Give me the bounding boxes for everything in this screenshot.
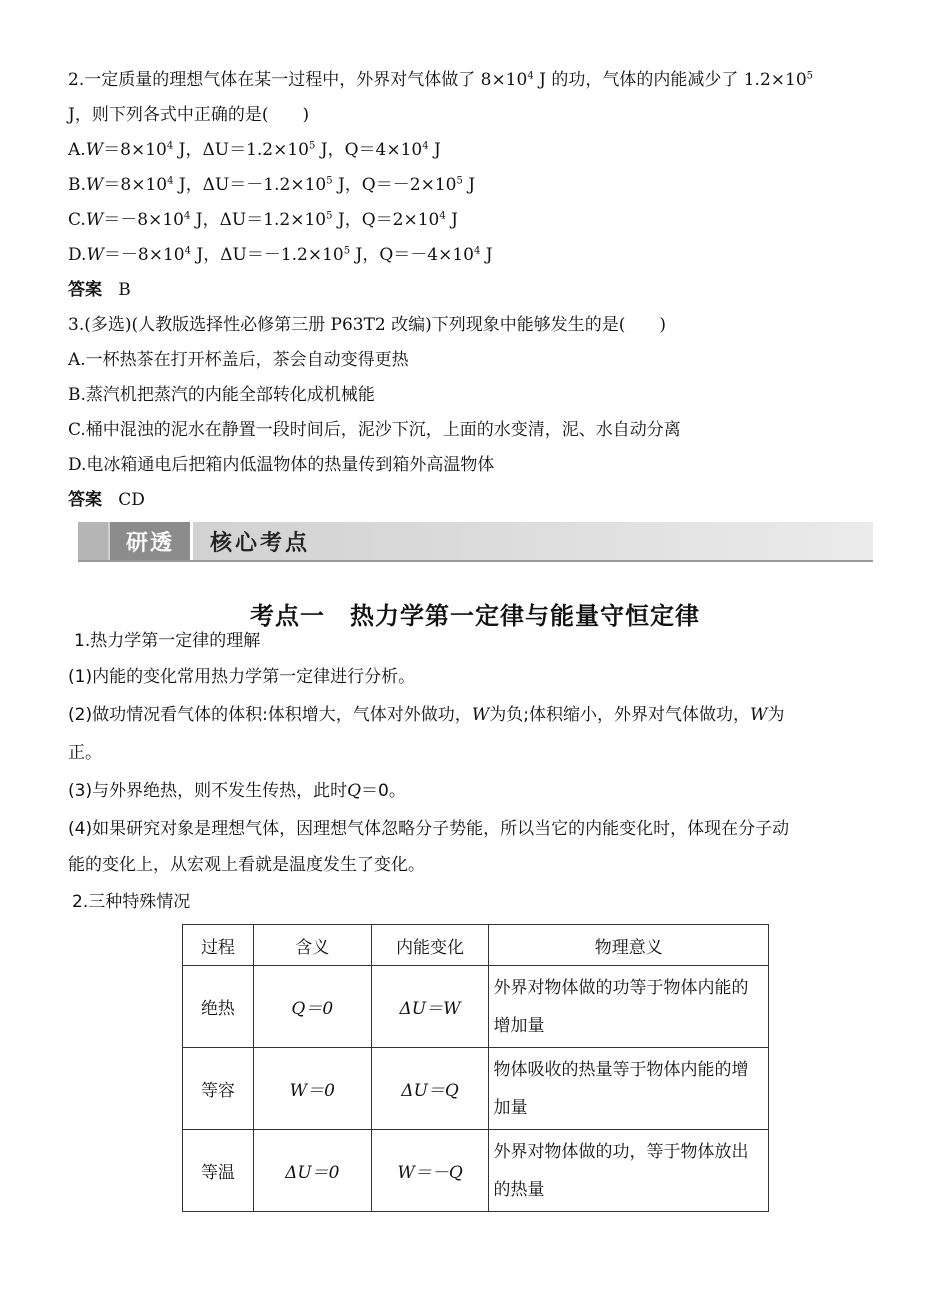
exponent: 4 [184, 210, 191, 222]
var-u: J，ΔU [173, 175, 230, 195]
answer-value: B [118, 280, 131, 300]
var-q: Q [347, 781, 362, 801]
unit: J [428, 140, 441, 160]
subheading-2: 2.三种特殊情况 [72, 892, 191, 912]
value: ＝－8×10 [103, 245, 185, 265]
unit: J [462, 175, 476, 195]
value: ＝－8×10 [103, 210, 184, 230]
q3-option-b: B.蒸汽机把蒸汽的内能全部转化成机械能 [68, 385, 375, 405]
var-q: J，Q [332, 175, 376, 195]
paragraph-3 [68, 779, 406, 803]
p2-text-c: 为 [767, 705, 785, 725]
table-row [183, 1048, 769, 1130]
var-w: W [85, 175, 104, 195]
table-cell-significance: 外界对物体做的功等于物体内能的增加量 [489, 966, 769, 1048]
exponent: 4 [167, 175, 174, 187]
q2-stem-exponent-b: 5 [806, 70, 814, 82]
value: ＝4×10 [358, 140, 423, 160]
paragraph-4-line1: (4)如果研究对象是理想气体，因理想气体忽略分子势能，所以当它的内能变化时，体现在分子动 [68, 819, 790, 839]
q2-option-c [68, 208, 458, 232]
paragraph-4-line2: 能的变化上，从宏观上看就是温度发生了变化。 [68, 855, 425, 875]
value: ＝2×10 [375, 210, 440, 230]
var-w: W [85, 210, 104, 230]
special-cases-table [182, 924, 769, 1212]
table-cell-meaning: W＝0 [253, 1048, 371, 1130]
subheading-1: 1.热力学第一定律的理解 [74, 631, 261, 651]
exponent: 4 [422, 140, 429, 152]
banner-label: 研透 [110, 522, 193, 560]
p2-text-b: 为负;体积缩小，外界对气体做功， [489, 705, 751, 725]
value: ＝－1.2×10 [229, 175, 327, 195]
var-u: J，ΔU [190, 210, 247, 230]
q2-stem-exponent-a: 4 [527, 70, 534, 82]
var-q: J，Q [315, 140, 359, 160]
table-cell-significance: 物体吸收的热量等于物体内能的增加量 [489, 1048, 769, 1130]
q2-stem-text-b: J 的功，气体的内能减少了 1.2×10 [533, 70, 807, 90]
table-row [183, 966, 769, 1048]
paragraph-1: (1)内能的变化常用热力学第一定律进行分析。 [68, 667, 416, 687]
q2-stem-line2: J，则下列各式中正确的是( ) [68, 105, 310, 125]
table-header-row [183, 925, 769, 966]
answer-label: 答案 [68, 490, 102, 510]
table-cell-significance: 外界对物体做的功，等于物体放出的热量 [489, 1130, 769, 1212]
table-cell-process: 等温 [183, 1130, 254, 1212]
banner-divider [78, 560, 873, 562]
var-u: J，ΔU [173, 140, 230, 160]
table-header: 含义 [253, 925, 371, 966]
q3-stem: 3.(多选)(人教版选择性必修第三册 P63T2 改编)下列现象中能够发生的是( ) [68, 315, 667, 335]
var-w: W [750, 705, 768, 725]
var-q: J，Q [332, 210, 376, 230]
table-cell-meaning: ΔU＝0 [253, 1130, 371, 1212]
var-w: W [471, 705, 490, 725]
option-prefix: C. [68, 210, 86, 230]
table-cell-change: W＝－Q [371, 1130, 489, 1212]
answer-value: CD [118, 490, 145, 510]
unit: J [480, 245, 493, 265]
q2-option-a [68, 138, 441, 162]
option-prefix: B. [68, 175, 86, 195]
value: ＝8×10 [103, 175, 168, 195]
table-header: 物理意义 [489, 925, 769, 966]
exponent: 4 [473, 245, 481, 257]
exponent: 5 [456, 175, 463, 187]
table-cell-meaning: Q＝0 [253, 966, 371, 1048]
q3-option-c: C.桶中混浊的泥水在静置一段时间后，泥沙下沉，上面的水变清，泥、水自动分离 [68, 420, 681, 440]
var-w: W [86, 245, 104, 265]
value: ＝8×10 [103, 140, 167, 160]
exponent: 5 [326, 175, 333, 187]
var-w: W [85, 140, 104, 160]
table-row [183, 1130, 769, 1212]
var-u: J，ΔU [191, 245, 247, 265]
q2-stem-line1 [68, 68, 813, 92]
table-cell-process: 绝热 [183, 966, 254, 1048]
var-q: J，Q [350, 245, 394, 265]
q2-option-b [68, 173, 475, 197]
q3-answer [68, 488, 145, 512]
value: ＝1.2×10 [246, 210, 327, 230]
value: ＝－1.2×10 [246, 245, 344, 265]
exponent: 4 [439, 210, 446, 222]
banner-title: 核心考点 [210, 530, 311, 556]
table-header: 内能变化 [371, 925, 489, 966]
table-cell-change: ΔU＝W [371, 966, 489, 1048]
exponent: 5 [343, 245, 351, 257]
table-cell-process: 等容 [183, 1048, 254, 1130]
option-prefix: D. [68, 245, 87, 265]
section-heading: 考点一 热力学第一定律与能量守恒定律 [250, 602, 700, 630]
q2-answer [68, 278, 131, 302]
table-cell-change: ΔU＝Q [371, 1048, 489, 1130]
q3-option-d: D.电冰箱通电后把箱内低温物体的热量传到箱外高温物体 [68, 455, 495, 475]
exponent: 4 [184, 245, 191, 257]
p2-text-a: (2)做功情况看气体的体积:体积增大，气体对外做功， [68, 705, 472, 725]
value: ＝－2×10 [375, 175, 457, 195]
exponent: 5 [309, 140, 316, 152]
answer-label: 答案 [68, 280, 102, 300]
paragraph-2-continued: 正。 [68, 743, 102, 763]
paragraph-2 [68, 703, 785, 727]
table-header: 过程 [183, 925, 254, 966]
option-prefix: A. [68, 140, 86, 160]
value: ＝1.2×10 [229, 140, 309, 160]
q3-option-a: A.一杯热茶在打开杯盖后，茶会自动变得更热 [68, 350, 409, 370]
exponent: 5 [326, 210, 333, 222]
exponent: 4 [166, 140, 174, 152]
p3-text-a: (3)与外界绝热，则不发生传热，此时 [68, 781, 348, 801]
p3-text-b: ＝0。 [361, 781, 406, 801]
unit: J [445, 210, 458, 230]
q2-stem-text-a: 2.一定质量的理想气体在某一过程中，外界对气体做了 8×10 [68, 70, 528, 90]
value: ＝－4×10 [393, 245, 474, 265]
q2-option-d [68, 243, 493, 267]
section-banner [78, 522, 873, 562]
